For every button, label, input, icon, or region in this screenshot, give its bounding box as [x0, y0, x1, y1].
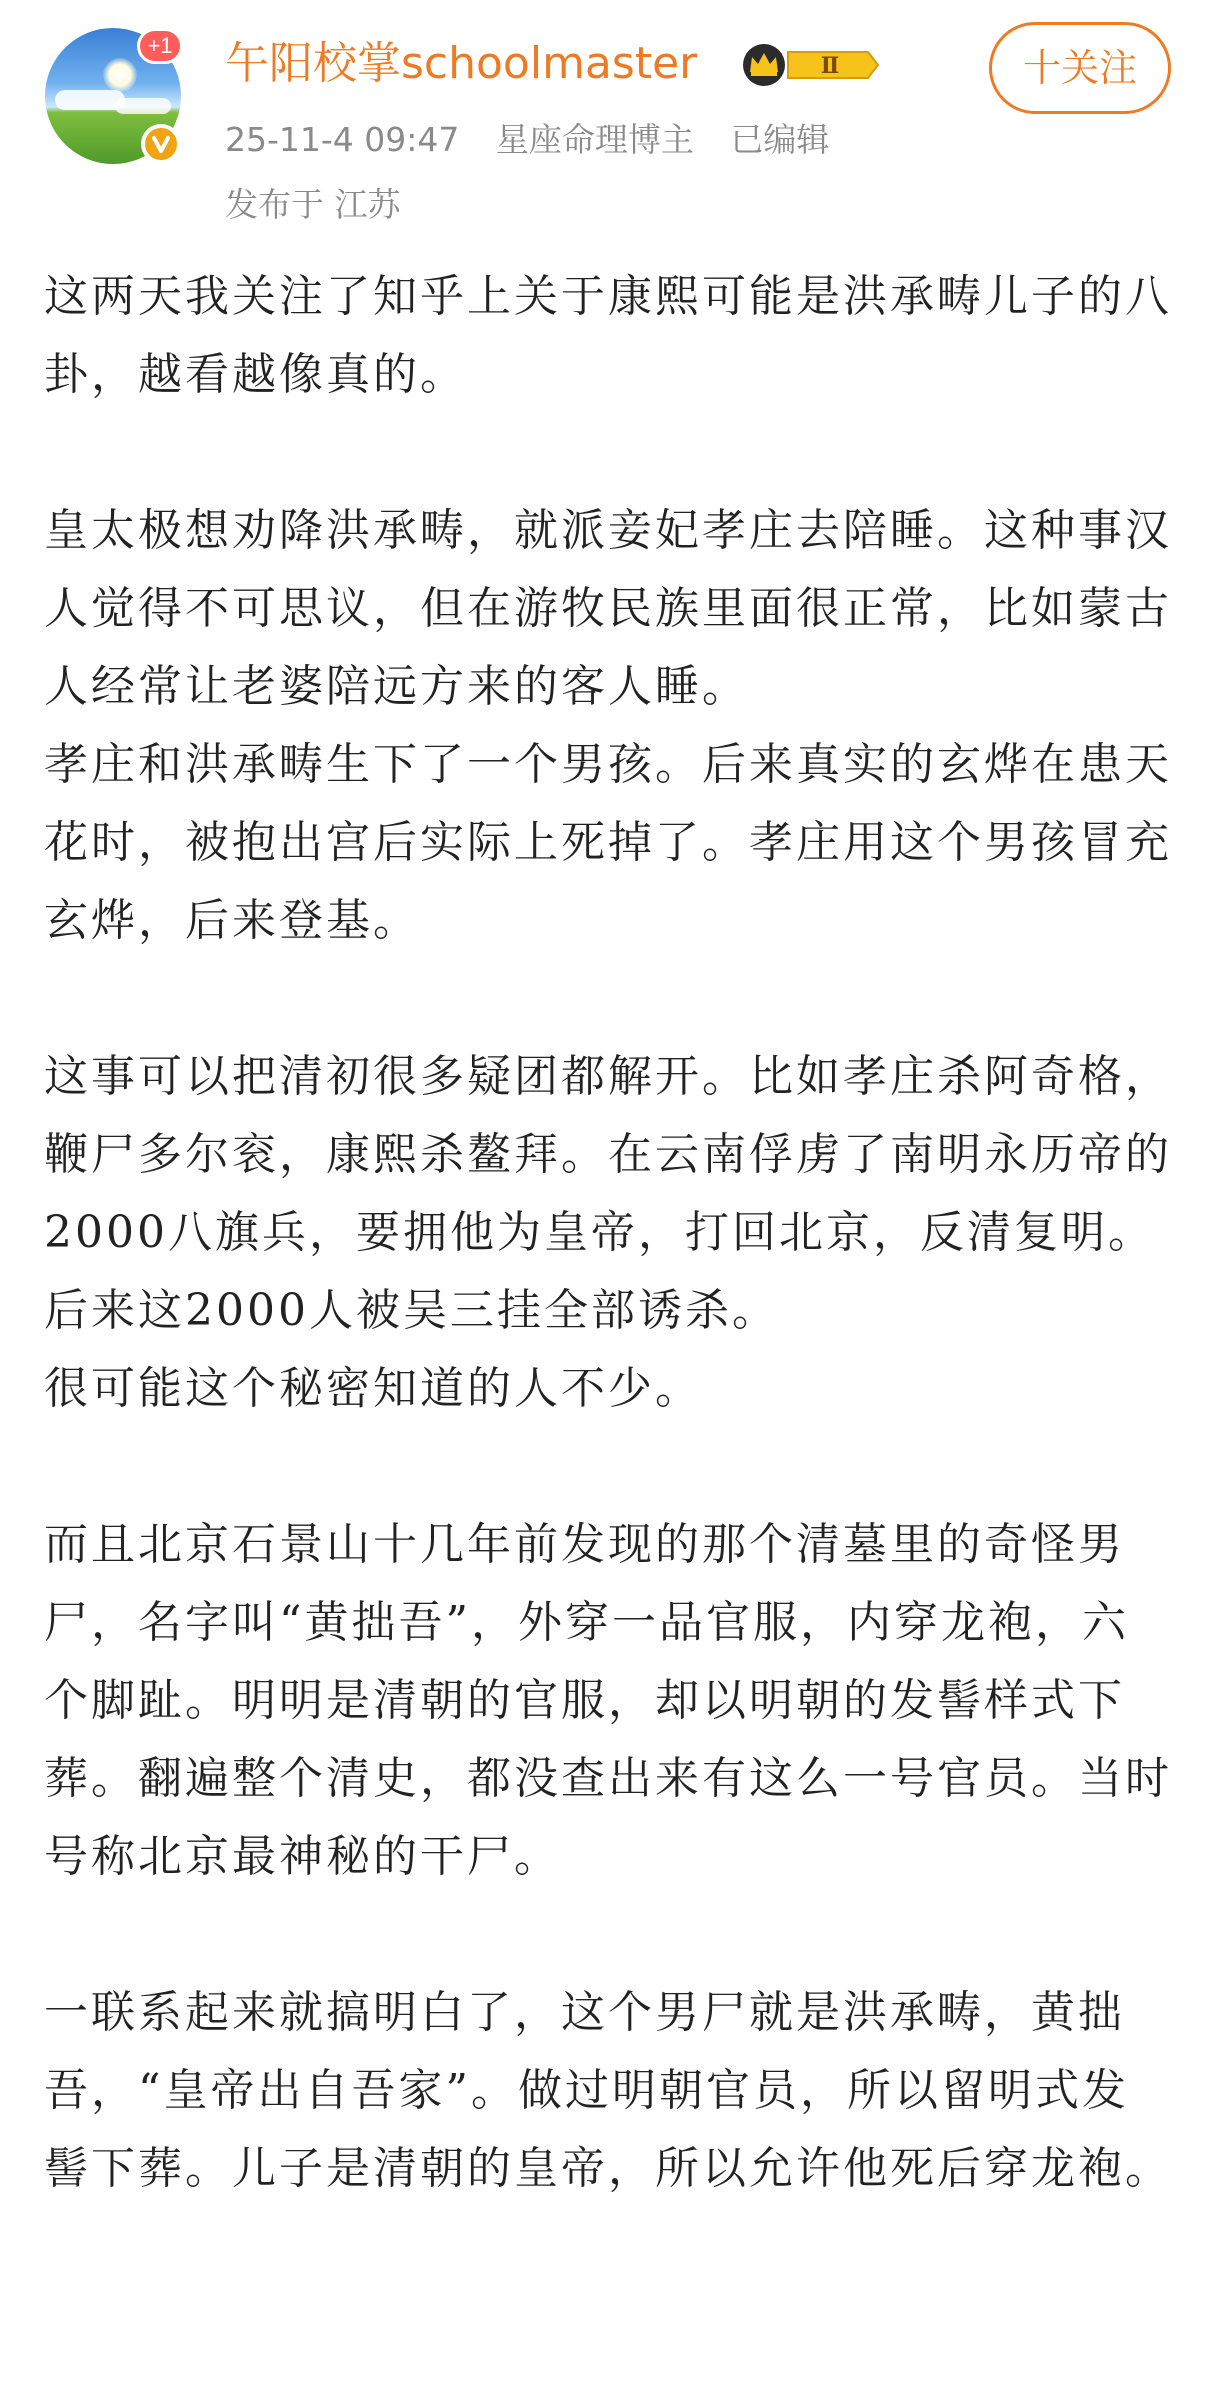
edited-label[interactable]: 已编辑	[730, 120, 830, 159]
post-paragraph	[44, 492, 1174, 960]
post-body	[44, 258, 1174, 2286]
post-paragraph	[44, 258, 1174, 414]
post-text-line: 皇太极想劝降洪承畴，就派妾妃孝庄去陪睡。这种事汉人觉得不可思议，但在游牧民族里面很正常，比如蒙古人经常让老婆陪远方来的客人睡。	[44, 505, 1172, 712]
avatar-container[interactable]	[45, 28, 181, 164]
post-header	[0, 0, 1216, 230]
username[interactable]: 午阳校掌schoolmaster	[225, 38, 698, 89]
post-text-line: 很可能这个秘密知道的人不少。	[44, 1363, 702, 1414]
post-location: 发布于 江苏	[225, 185, 401, 224]
post-text-line: 而且北京石景山十几年前发现的那个清墓里的奇怪男尸，名字叫“黄拙吾”，外穿一品官服，内穿龙袍，六个脚趾。明明是清朝的官服，却以明朝的发髻样式下葬。翻遍整个清史，都没查出来有这么一号官员。当时号称北京最神秘的干尸。	[44, 1519, 1172, 1882]
post-text-line: 孝庄和洪承畴生下了一个男孩。后来真实的玄烨在患天花时，被抱出宫后实际上死掉了。孝庄用这个男孩冒充玄烨，后来登基。	[44, 739, 1172, 946]
level-badge-text: Ⅱ	[820, 53, 840, 79]
post-text-line: 一联系起来就搞明白了，这个男尸就是洪承畴，黄拙吾，“皇帝出自吾家”。做过明朝官员，所以留明式发髻下葬。儿子是清朝的皇帝，所以允许他死后穿龙袍。	[44, 1987, 1172, 2194]
follow-button[interactable]: 十关注	[989, 22, 1171, 114]
post-text-line: 这两天我关注了知乎上关于康熙可能是洪承畴儿子的八卦，越看越像真的。	[44, 271, 1172, 400]
verified-v-icon	[141, 124, 181, 164]
avatar-sun	[103, 58, 137, 92]
post-paragraph	[44, 1974, 1174, 2208]
user-level-badge[interactable]	[740, 42, 880, 88]
timestamp: 25-11-4 09:47	[225, 120, 460, 159]
post-text-line: 这事可以把清初很多疑团都解开。比如孝庄杀阿奇格，鞭尸多尔衮，康熙杀鳌拜。在云南俘虏了南明永历帝的2000八旗兵，要拥他为皇帝，打回北京，反清复明。后来这2000人被吴三挂全部诱杀。	[44, 1051, 1172, 1336]
post-paragraph	[44, 1038, 1174, 1428]
post-paragraph	[44, 1506, 1174, 1896]
crown-icon	[743, 44, 785, 86]
notification-badge: +1	[137, 28, 183, 64]
avatar-cloud	[115, 98, 171, 114]
author-tag[interactable]: 星座命理博主	[495, 120, 694, 159]
post-meta	[225, 118, 855, 162]
